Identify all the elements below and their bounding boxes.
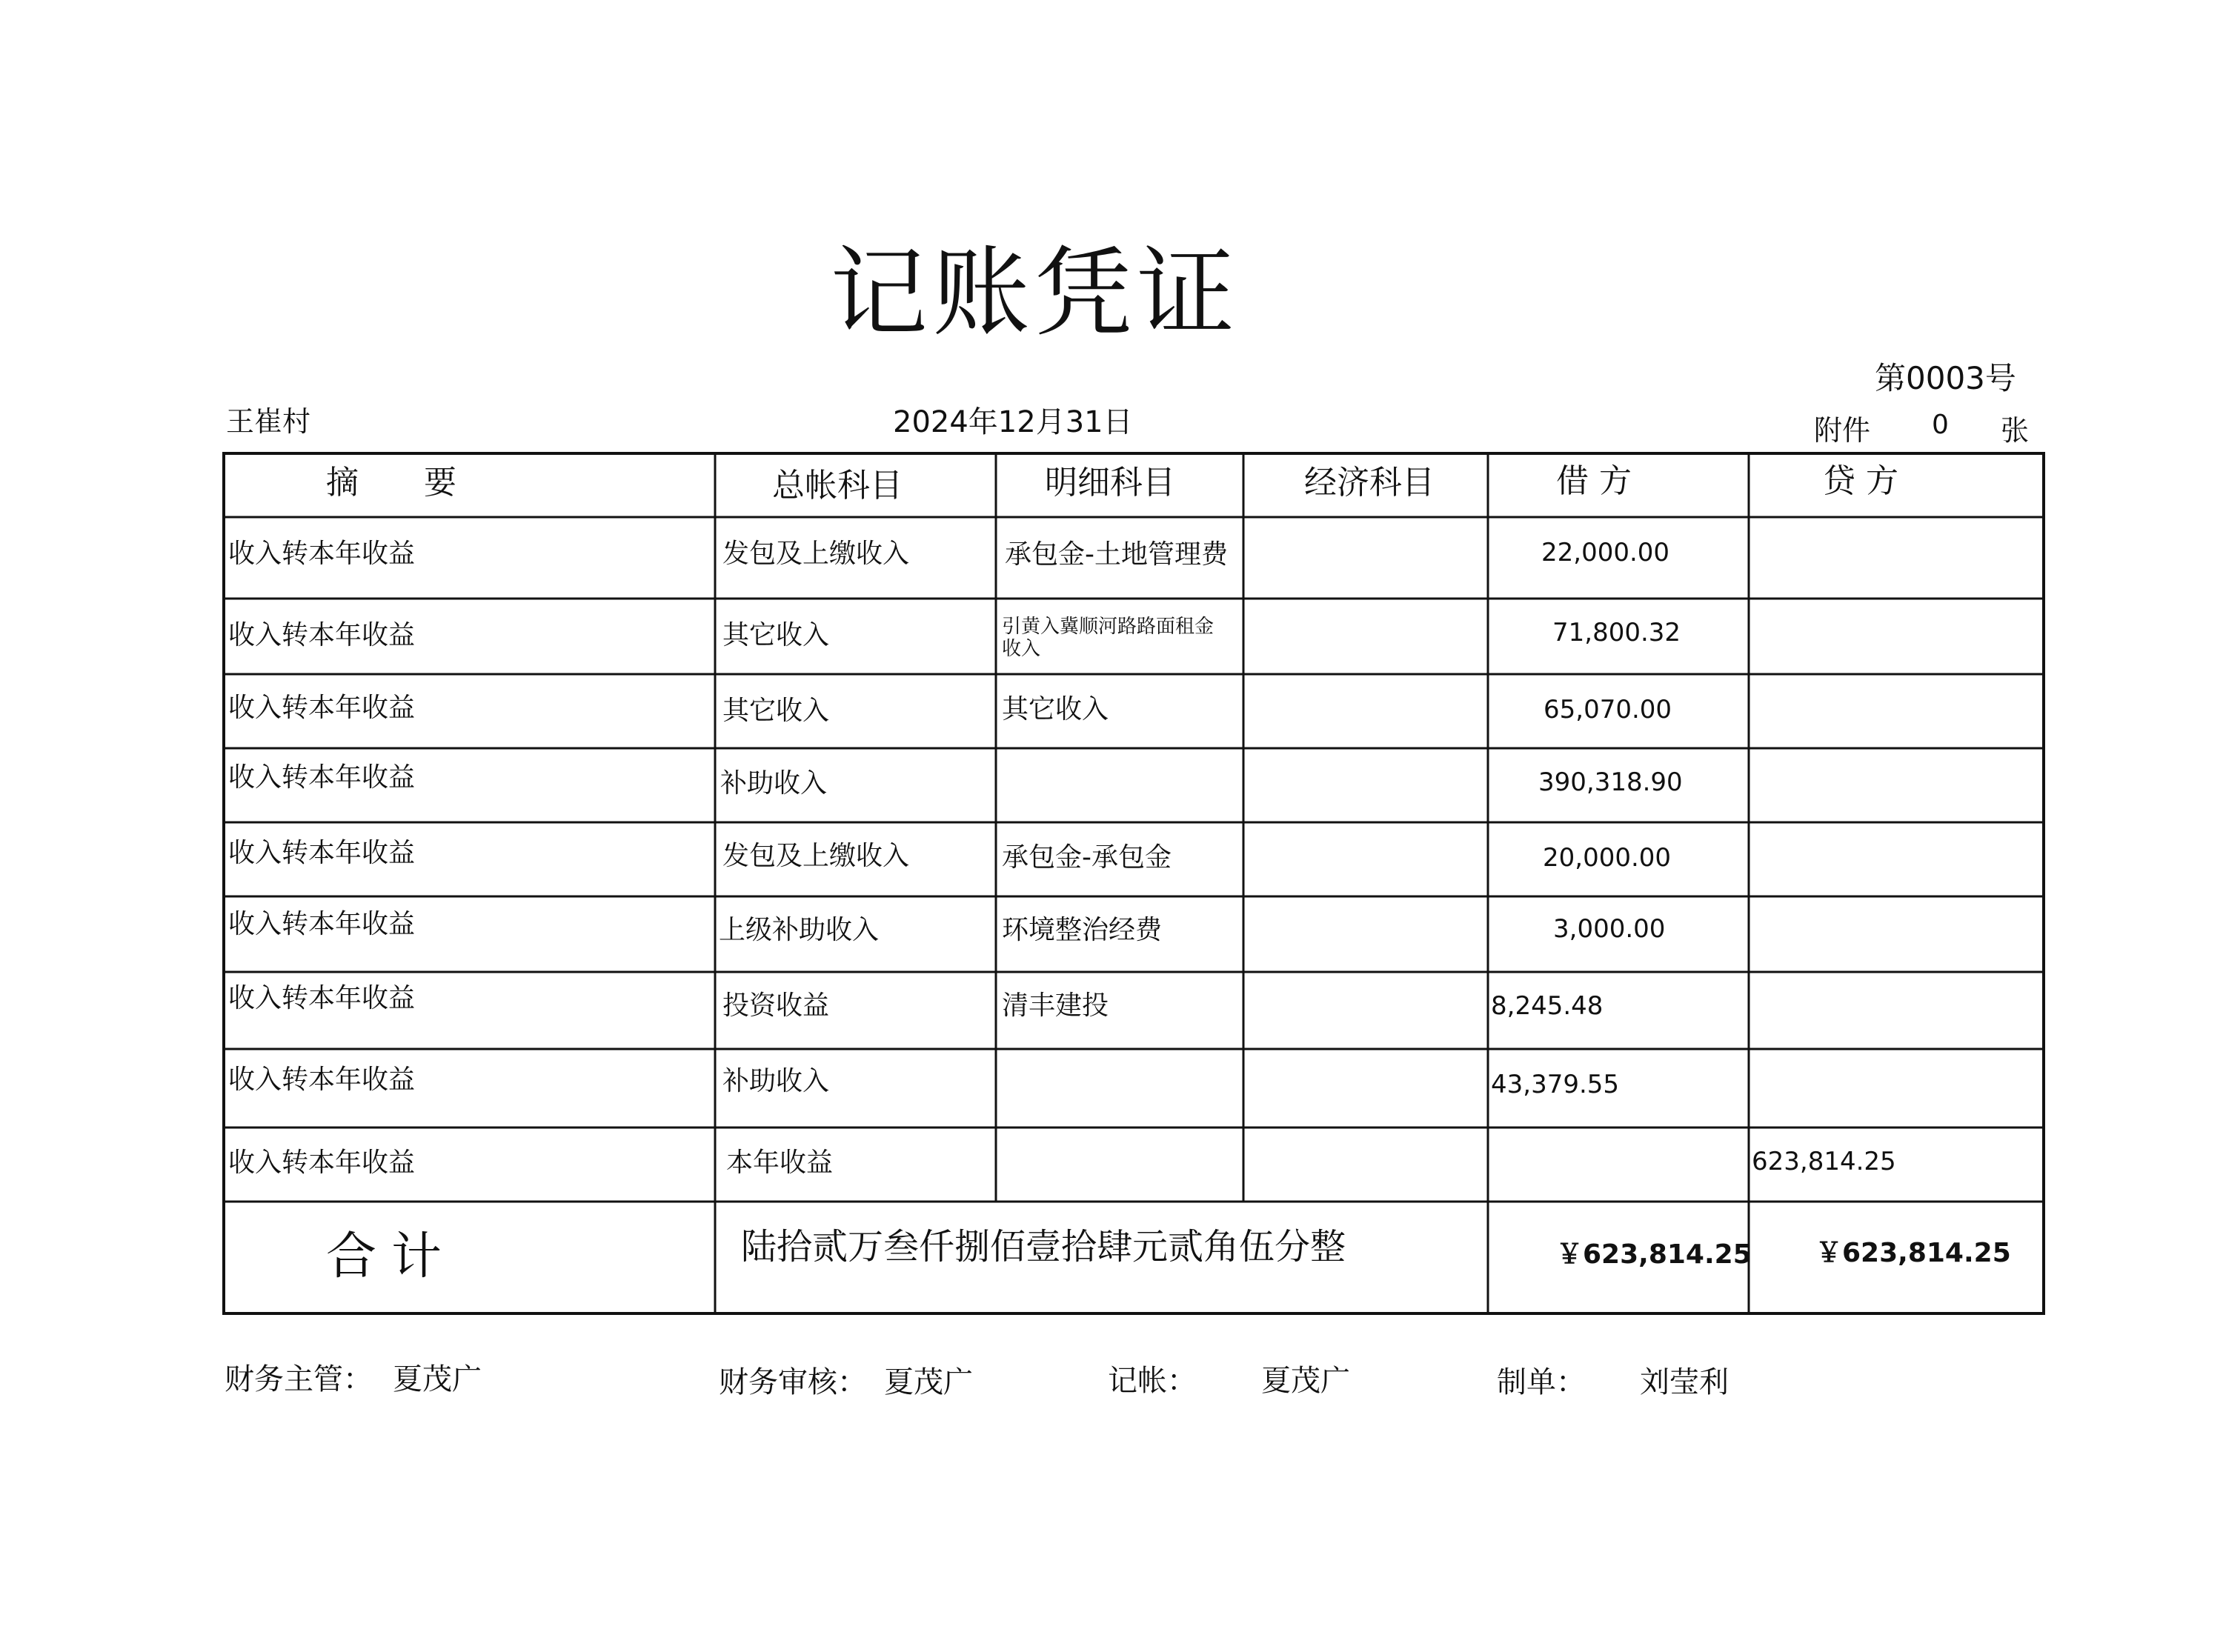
row-debit: 43,379.55 <box>1491 1070 1620 1099</box>
row-detail-account: 清丰建投 <box>1002 990 1109 1021</box>
row-summary: 收入转本年收益 <box>228 1148 416 1178</box>
signature-line <box>0 1356 2223 1415</box>
row-debit: 22,000.00 <box>1541 538 1670 567</box>
row-debit: 3,000.00 <box>1553 914 1666 944</box>
total-debit: ￥623,814.25 <box>1556 1239 1752 1270</box>
row-general-account: 其它收入 <box>722 620 830 650</box>
finance-supervisor-label: 财务主管： <box>225 1362 373 1396</box>
row-general-account: 发包及上缴收入 <box>722 539 910 569</box>
row-summary: 收入转本年收益 <box>228 762 416 793</box>
voucher-date: 2024年12月31日 <box>893 405 1133 439</box>
row-general-account: 补助收入 <box>720 768 828 799</box>
row-summary: 收入转本年收益 <box>228 539 416 569</box>
header-detail-account: 明细科目 <box>1045 464 1175 502</box>
row-general-account: 补助收入 <box>722 1066 830 1096</box>
row-general-account: 本年收益 <box>726 1148 834 1178</box>
voucher-table <box>222 452 2045 1315</box>
total-amount-in-words: 陆拾贰万叁仟捌佰壹拾肆元贰角伍分整 <box>741 1226 1346 1268</box>
voucher-number: 第0003号 <box>1875 360 2016 396</box>
finance-review-label: 财务审核： <box>719 1365 867 1399</box>
row-detail-account: 其它收入 <box>1002 694 1109 725</box>
row-general-account: 其它收入 <box>722 696 830 726</box>
attachments-count: 0 <box>1932 410 1949 440</box>
row-debit: 65,070.00 <box>1544 695 1672 725</box>
bookkeeper-label: 记帐： <box>1108 1364 1197 1398</box>
table-grid <box>222 452 2045 1315</box>
row-credit: 623,814.25 <box>1752 1147 1896 1176</box>
row-summary: 收入转本年收益 <box>228 909 416 939</box>
row-debit: 390,318.90 <box>1538 767 1683 797</box>
row-general-account: 发包及上缴收入 <box>722 841 910 871</box>
row-detail-account: 引黄入冀顺河路路面租金收入 <box>1002 616 1214 660</box>
row-debit: 8,245.48 <box>1491 991 1604 1021</box>
finance-supervisor-name: 夏茂广 <box>393 1362 482 1396</box>
row-detail-account: 环境整治经费 <box>1002 915 1163 945</box>
row-general-account: 上级补助收入 <box>719 915 880 945</box>
total-label: 合计 <box>326 1228 457 1286</box>
preparer-label: 制单： <box>1497 1365 1586 1399</box>
header-debit: 借 方 <box>1556 462 1632 500</box>
row-detail-account: 承包金-承包金 <box>1002 842 1172 873</box>
row-summary: 收入转本年收益 <box>228 693 416 723</box>
header-summary: 摘 要 <box>326 464 456 502</box>
header-economic-account: 经济科目 <box>1304 464 1435 502</box>
row-summary: 收入转本年收益 <box>228 983 416 1013</box>
total-credit: ￥623,814.25 <box>1815 1238 2011 1268</box>
row-summary: 收入转本年收益 <box>228 838 416 868</box>
header-credit: 贷 方 <box>1823 462 1898 500</box>
row-debit: 71,800.32 <box>1552 618 1681 647</box>
row-detail-account: 承包金-土地管理费 <box>1005 539 1228 570</box>
header-general-account: 总帐科目 <box>772 467 903 504</box>
preparer-name: 刘莹利 <box>1640 1365 1729 1399</box>
row-debit: 20,000.00 <box>1543 843 1672 873</box>
row-summary: 收入转本年收益 <box>228 620 416 650</box>
bookkeeper-name: 夏茂广 <box>1261 1364 1350 1398</box>
voucher-title: 记账凭证 <box>830 236 1239 350</box>
attachments-label: 附件 <box>1814 414 1871 447</box>
finance-review-name: 夏茂广 <box>884 1365 973 1399</box>
attachments-unit: 张 <box>2001 414 2030 447</box>
row-summary: 收入转本年收益 <box>228 1065 416 1095</box>
row-general-account: 投资收益 <box>722 990 830 1021</box>
unit-name: 王崔村 <box>226 405 311 438</box>
